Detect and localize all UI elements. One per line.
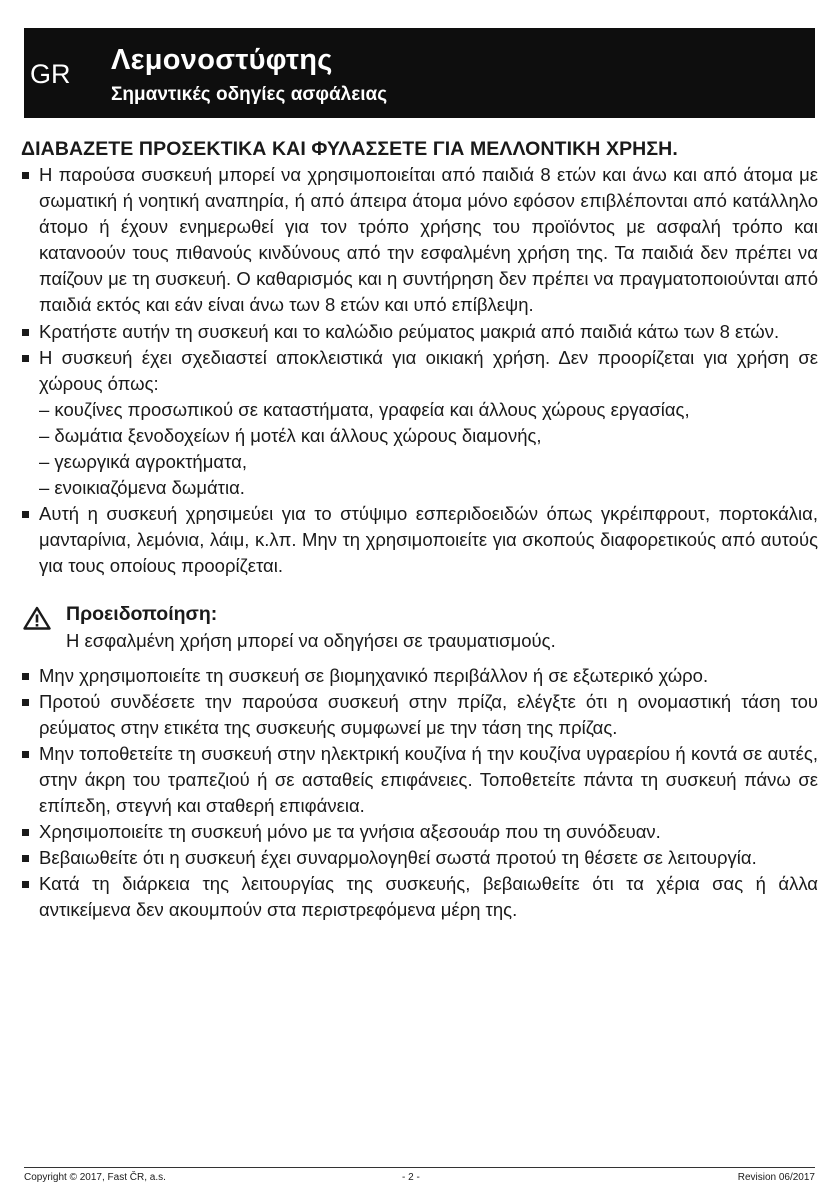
warning-box <box>21 601 818 663</box>
list-item <box>21 663 818 689</box>
sub-item: – ενοικιαζόμενα δωμάτια. <box>39 477 245 499</box>
language-code: GR <box>30 59 71 89</box>
list-item <box>21 689 818 741</box>
list-item-text: Η παρούσα συσκευή μπορεί να χρησιμοποιείται από παιδιά 8 ετών και άνω και από άτομα με σωματική ή νοητική αναπηρία, ή από άπειρα άτομα μόνο εφόσον επιβλέπονται από κατάλληλο άτομο ή έχουν ενημερωθεί για τον τρόπο χρήσης του προϊόντος με ασφαλή τρόπο και κατανοούν τους πιθανούς κινδύνους από την εσφαλμένη χρήση της. Τα παιδιά δεν πρέπει να παίζουν με τη συσκευή. Ο καθαρισμός και η συντήρηση δεν πρέπει να πραγματοποιούνται από παιδιά εκτός και εάν είναι άνω των 8 ετών και υπό επίβλεψη. <box>39 164 818 316</box>
list-item-text: Βεβαιωθείτε ότι η συσκευή έχει συναρμολογηθεί σωστά προτού τη θέσετε σε λειτουργία. <box>39 847 757 869</box>
footer-revision: Revision 06/2017 <box>737 1172 815 1183</box>
list-item <box>21 319 818 345</box>
bullet-square-icon <box>22 329 29 336</box>
bullet-square-icon <box>22 511 29 518</box>
bullet-square-icon <box>22 355 29 362</box>
bullet-square-icon <box>22 751 29 758</box>
list-item <box>21 501 818 579</box>
intro-heading: ΔΙΑΒΑΖΕΤΕ ΠΡΟΣΕΚΤΙΚΑ ΚΑΙ ΦΥΛΑΣΣΕΤΕ ΓΙΑ ΜΕΛΛΟΝΤΙΚΗ ΧΡΗΣΗ. <box>21 138 678 160</box>
list-item-text: Κρατήστε αυτήν τη συσκευή και το καλώδιο ρεύματος μακριά από παιδιά κάτω των 8 ετών. <box>39 320 780 342</box>
page-title: Λεμονοστύφτης <box>111 44 333 76</box>
footer-copyright: Copyright © 2017, Fast ČR, a.s. <box>24 1172 166 1183</box>
bullet-square-icon <box>22 673 29 680</box>
list-item-text: Μην τοποθετείτε τη συσκευή στην ηλεκτρική κουζίνα ή την κουζίνα υγραερίου ή κοντά σε αυτές, στην άκρη του τραπεζιού ή σε ασταθείς επιφάνειες. Τοποθετείτε πάντα τη συσκευή πάνω σε επίπεδη, στεγνή και σταθερή επιφάνεια. <box>39 742 818 816</box>
bullet-square-icon <box>22 881 29 888</box>
page-subtitle: Σημαντικές οδηγίες ασφάλειας <box>111 84 388 105</box>
list-item-text: Αυτή η συσκευή χρησιμεύει για το στύψιμο εσπεριδοειδών όπως γκρέιπφρουτ, πορτοκάλια, μανταρίνια, λεμόνια, λάιμ, κ.λπ. Μην τη χρησιμοποιείτε για σκοπούς διαφορετικούς από αυτούς για τους οποίους προορίζεται. <box>39 503 818 577</box>
list-item <box>21 819 818 845</box>
bullet-square-icon <box>22 172 29 179</box>
list-item <box>21 871 818 923</box>
list-item <box>21 345 818 502</box>
list-item-text: Κατά τη διάρκεια της λειτουργίας της συσκευής, βεβαιωθείτε ότι τα χέρια σας ή άλλα αντικείμενα δεν ακουμπούν στα περιστρεφόμενα μέρη της. <box>39 873 818 921</box>
bullet-square-icon <box>22 829 29 836</box>
list-item-text: Χρησιμοποιείτε τη συσκευή μόνο με τα γνήσια αξεσουάρ που τη συνόδευαν. <box>39 821 661 843</box>
list-item-text: Μην χρησιμοποιείτε τη συσκευή σε βιομηχανικό περιβάλλον ή σε εξωτερικό χώρο. <box>39 664 709 686</box>
warning-title: Προειδοποίηση: <box>66 602 218 625</box>
safety-list-1 <box>21 162 818 580</box>
bullet-square-icon <box>22 699 29 706</box>
header-bar <box>24 28 815 118</box>
list-item-text: Προτού συνδέσετε την παρούσα συσκευή στην πρίζα, ελέγξτε ότι η ονομαστική τάση του ρεύματος στην ετικέτα της συσκευής συμφωνεί με την τάση της πρίζας. <box>39 690 818 738</box>
bullet-square-icon <box>22 855 29 862</box>
document-body <box>21 136 818 923</box>
list-item <box>21 845 818 871</box>
sub-item: – δωμάτια ξενοδοχείων ή μοτέλ και άλλους χώρους διαμονής, <box>39 424 542 446</box>
warning-triangle-icon <box>23 606 51 630</box>
warning-text: Η εσφαλμένη χρήση μπορεί να οδηγήσει σε τραυματισμούς. <box>66 629 556 651</box>
safety-list-2 <box>21 663 818 924</box>
sub-item: – κουζίνες προσωπικού σε καταστήματα, γραφεία και άλλους χώρους εργασίας, <box>39 398 690 420</box>
sub-item: – γεωργικά αγροκτήματα, <box>39 451 247 473</box>
list-item <box>21 741 818 819</box>
footer-page-number: - 2 - <box>402 1172 420 1183</box>
footer-divider <box>24 1167 815 1168</box>
list-item-text: Η συσκευή έχει σχεδιαστεί αποκλειστικά για οικιακή χρήση. Δεν προορίζεται για χρήση σε χώρους όπως: <box>39 346 818 394</box>
list-item <box>21 162 818 319</box>
